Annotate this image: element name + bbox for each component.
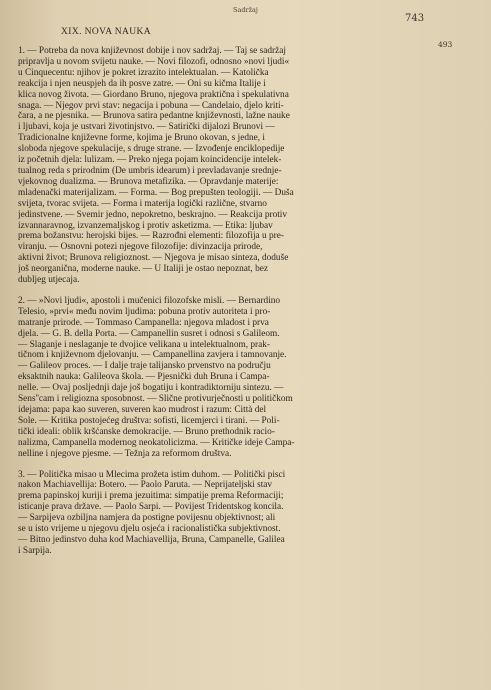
text-line: — Bitno jedinstvo duha kod Machiavellija, Bruna, Campanelle, Galilea	[18, 534, 285, 545]
text-line: Sole. — Kritika postojećeg društva: sofisti, licemjerci i tirani. — Poli-	[18, 415, 280, 426]
text-line: prema papinskoj kuriji i prema jezuitima: simpatije prema Reformaciji;	[18, 491, 284, 502]
text-line: dubljeg utjecaja.	[18, 275, 80, 286]
text-line: Telesio, »prvi« među novim ljudima: pobuna protiv autoriteta i pro-	[18, 306, 271, 317]
text-line: mladenački materijalizam. — Forma. — Bog prepušten teologiji. — Duša	[18, 187, 294, 198]
text-line: — Slaganje i neslaganje te dvojice velikana u intelektualnom, prak-	[18, 339, 270, 350]
text-line: se u isto vrijeme u njegovu djelu osjeća i racionalistička subjektivnost.	[18, 524, 281, 535]
text-line: sloboda njegove spekulacije, s druge strane. — Izvođenje enciklopedije	[18, 144, 285, 155]
text-line: u Cinquecentu: njihov je pokret izrazito intelektualan. — Katolička	[18, 67, 269, 78]
text-line: tičnom i književnom djelovanju. — Campanellina zavjera i tamnovanje.	[18, 350, 287, 361]
contents-text	[18, 46, 446, 567]
text-line: idejama: papa kao suveren, suveren kao mudrost i razum: Città del	[18, 405, 267, 415]
text-line: nelle. — Ovaj posljednji daje još bogatiju i kontradiktorniju sintezu. —	[18, 383, 284, 394]
text-line: još neorganična, moderne nauke. — U Italiji je ostao nepoznat, bez	[18, 264, 268, 275]
text-line: — Galileov proces. — I dalje traje talijansko prvenstvo na području	[18, 361, 271, 372]
text-line: pripravlja u novom svijetu nauke. — Novi filozofi, odnosno »novi ljudi«	[18, 56, 290, 67]
page-number: 743	[405, 13, 425, 24]
text-line: djela. — G. B. della Porta. — Campanellin susret i odnosi s Galileom.	[18, 328, 280, 339]
text-line: čara, a ne pjesnika. — Brunova satira pedantne književnosti, lažne nauke	[18, 111, 290, 122]
text-line: snaga. — Njegov prvi stav: negacija i pobuna — Candelaio, djelo kriti-	[18, 100, 284, 111]
text-line: 2. — »Novi ljudi«, apostoli i mučenici filozofske misli. — Bernardino	[18, 295, 281, 306]
text-line: klica novog života. — Giordano Bruno, njegova praktična i spekulativna	[18, 89, 289, 100]
text-line: aktivni život; Brunova religioznost. — Njegova je misao sinteza, doduše	[18, 253, 289, 264]
text-line: eksaktnih nauka: Galileova škola. — Pjesnički duh Bruna i Campa-	[18, 372, 270, 383]
paragraph-3	[18, 470, 446, 557]
text-line: izvannaravnog, izvanzemaljskog i protiv asketizma. — Etika: ljubav	[18, 220, 273, 231]
text-line: isticanje prava države. — Paolo Sarpi. — Povijest Tridentskog koncila.	[18, 502, 284, 513]
text-line: jedinstvene. — Svemir jedno, nepokretno, beskrajno. — Reakcija protiv	[18, 209, 288, 220]
text-line: prema božanstvu: herojski bijes. — Razrođni elementi: filozofija u pre-	[18, 231, 284, 242]
chapter-title: XIX. NOVA NAUKA	[61, 27, 152, 37]
text-line: nelline i njegove pjesme. — Težnja za reformom društva.	[18, 448, 232, 459]
text-line: 1. — Potreba da nova književnost dobije i nov sadržaj. — Taj se sadržaj	[18, 46, 286, 56]
text-line: i ljubavi, koja je ustvari životinjstvo. — Satirički dijalozi Brunovi —	[18, 122, 275, 133]
text-line: tualnog reda s prirodnim (De umbris idearum) i prevladavanje srednje-	[18, 165, 282, 176]
text-line: tički ideali: oblik kršćanske demokracije. — Bruno prethodnik racio-	[18, 426, 275, 437]
text-line: reakcija i njen neuspjeh da ih posve zatre. — Oni su kičma Italije i	[18, 78, 266, 89]
text-line: nakon Machiavellija: Botero. — Paolo Paruta. — Neprijateljski stav	[18, 480, 273, 491]
text-line: — Sarpijeva ozbiljna namjera da postigne povijesnu objektivnost; ali	[18, 513, 276, 524]
text-line: vjekovnog dualizma. — Brunova metafizika. — Opravdanje materije:	[18, 176, 279, 187]
text-line: matranje prirode. — Tommaso Campanella: njegova mladost i prva	[18, 317, 269, 328]
side-page-number: 493	[438, 40, 453, 49]
running-header: Sadržaj	[233, 6, 258, 14]
text-line: Sens''cam i religiozna sposobnost. — Slične protivurječnosti u političkom	[18, 394, 293, 405]
text-line: nalizma, Campanella modernog neokatolicizma. — Kritičke ideje Campa-	[18, 437, 295, 448]
paragraph-2	[18, 296, 446, 460]
text-line: iz početnih djela: lulizam. — Preko njega pojam koincidencije intelek-	[18, 155, 282, 166]
text-line: svijeta, tvorac svijeta. — Forma i materija logički različne, stvarno	[18, 198, 267, 209]
text-line: i Sarpija.	[18, 545, 52, 556]
text-line: Tradicionalne književne forme, kojima je Bruno okovan, s jedne, i	[18, 133, 265, 144]
paragraph-1	[18, 46, 446, 286]
text-line: 3. — Politička misao u Mlecima prožeta istim duhom. — Politički pisci	[18, 469, 286, 480]
text-line: viranju. — Osnovni potezi njegove filozofije: divinzacija prirode,	[18, 242, 263, 253]
